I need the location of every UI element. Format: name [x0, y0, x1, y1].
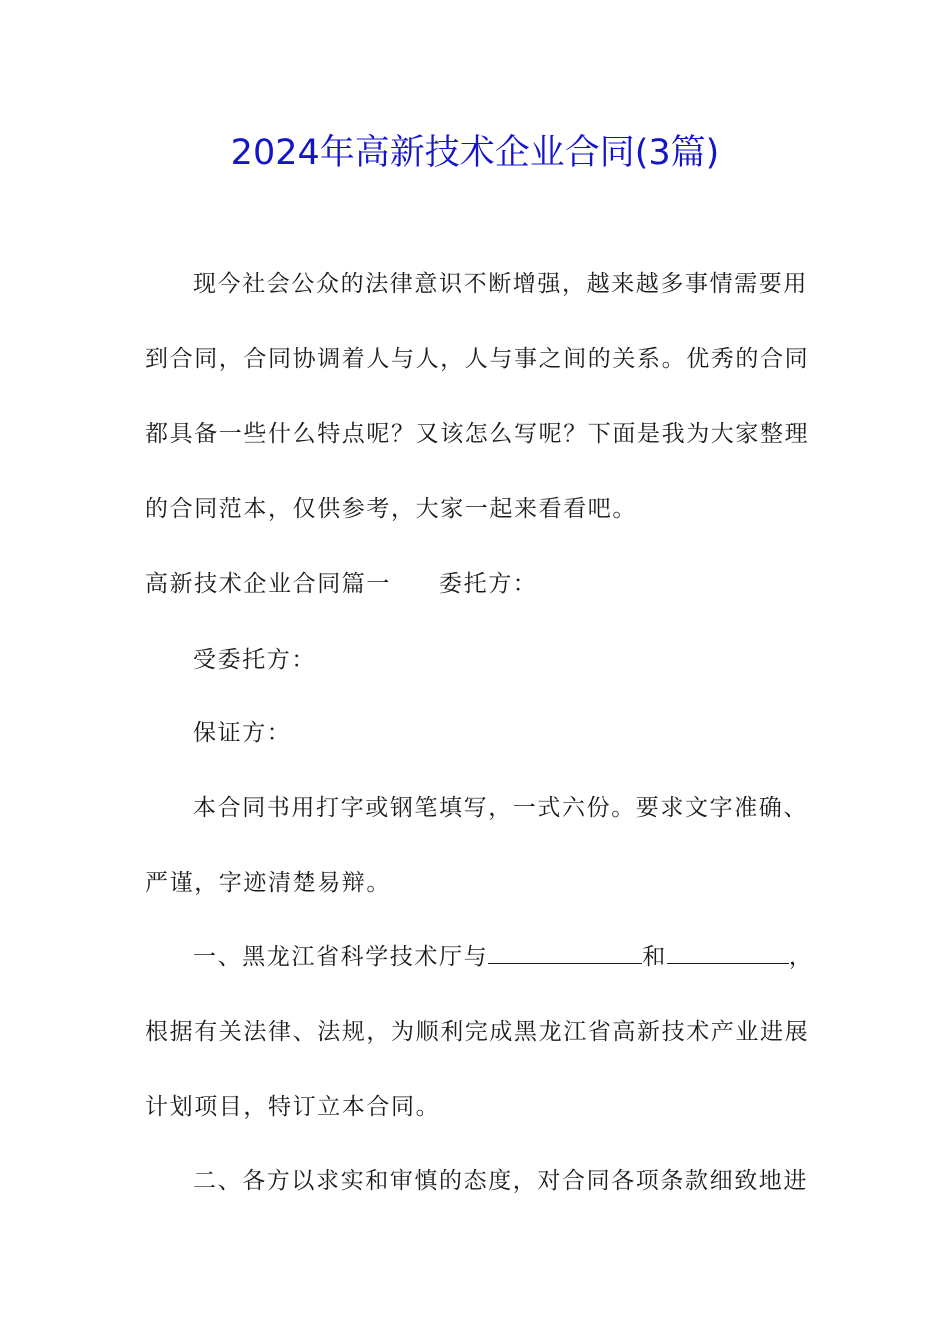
intro-line-4: 的合同范本，仅供参考，大家一起来看看吧。: [145, 496, 637, 522]
clause-1-line-2: 根据有关法律、法规，为顺利完成黑龙江省高新技术产业进展: [145, 1019, 810, 1045]
intro-line-2: 到合同，合同协调着人与人，人与事之间的关系。优秀的合同: [145, 346, 810, 372]
section-heading: 高新技术企业合同篇一: [145, 571, 391, 597]
document-title: 2024年高新技术企业合同(3篇): [230, 133, 720, 173]
clause-1-suffix: ，: [788, 944, 814, 970]
intro-line-3: 都具备一些什么特点呢？又该怎么写呢？下面是我为大家整理: [145, 421, 810, 447]
blank-field-1: [488, 939, 642, 964]
note-line-1: 本合同书用打字或钢笔填写，一式六份。要求文字准确、: [193, 795, 808, 821]
section-heading-line: [145, 564, 815, 604]
clause-1-first-line: [193, 937, 863, 977]
clause-1-middle: 和: [642, 944, 667, 970]
clause-1-line-3: 计划项目，特订立本合同。: [145, 1094, 441, 1120]
party-guarantor-label: 保证方：: [193, 720, 292, 746]
clause-1-prefix: 一、黑龙江省科学技术厅与: [193, 944, 489, 970]
intro-line-1: 现今社会公众的法律意识不断增强，越来越多事情需要用: [193, 271, 808, 297]
note-line-2: 严谨，字迹清楚易辩。: [145, 870, 391, 896]
blank-field-2: [667, 939, 789, 964]
clause-2-line-1: 二、各方以求实和审慎的态度，对合同各项条款细致地进: [193, 1168, 808, 1194]
party-client-label: 委托方：: [439, 571, 538, 597]
party-trustee-label: 受委托方：: [193, 647, 316, 673]
